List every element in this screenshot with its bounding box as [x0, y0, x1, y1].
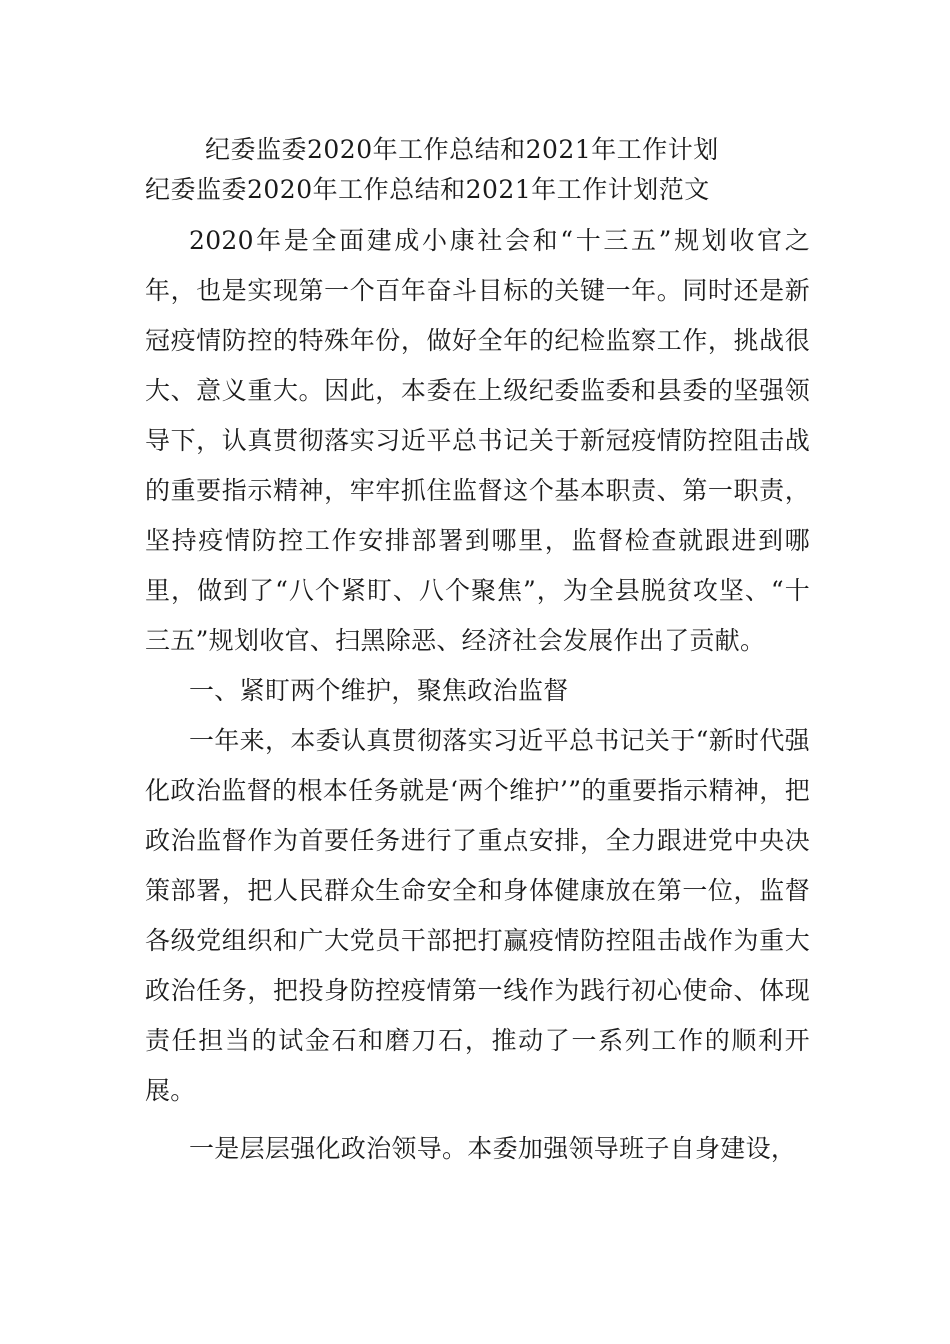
section-heading: 一、紧盯两个维护，聚焦政治监督	[189, 676, 569, 705]
document-subtitle: 纪委监委2020年工作总结和2021年工作计划范文	[145, 175, 710, 204]
intro-paragraph: 2020年是全面建成小康社会和“十三五”规划收官之年，也是实现第一个百年奋斗目标的关键一年。同时还是新冠疫情防控的特殊年份，做好全年的纪检监察工作，挑战很大、意义重大。因此，本委在上级纪委监委和县委的坚强领导下，认真贯彻落实习近平总书记关于新冠疫情防控阻击战的重要指示精神，牢牢抓住监督这个基本职责、第一职责，坚持疫情防控工作安排部署到哪里，监督检查就跟进到哪里，做到了“八个紧盯、八个聚焦”，为全县脱贫攻坚、“十三五”规划收官、扫黑除恶、经济社会发展作出了贡献。	[145, 226, 810, 655]
item-paragraph: 一是层层强化政治领导。本委加强领导班子自身建设，	[189, 1134, 797, 1163]
section-paragraph: 一年来，本委认真贯彻落实习近平总书记关于“新时代强化政治监督的根本任务就是‘两个维护’”的重要指示精神，把政治监督作为首要任务进行了重点安排，全力跟进党中央决策部署，把人民群众生命安全和身体健康放在第一位，监督各级党组织和广大党员干部把打赢疫情防控阻击战作为重大政治任务，把投身防控疫情第一线作为践行初心使命、体现责任担当的试金石和磨刀石，推动了一系列工作的顺利开展。	[145, 726, 810, 1105]
document-title: 纪委监委2020年工作总结和2021年工作计划	[205, 135, 719, 164]
document-body	[145, 130, 810, 1174]
